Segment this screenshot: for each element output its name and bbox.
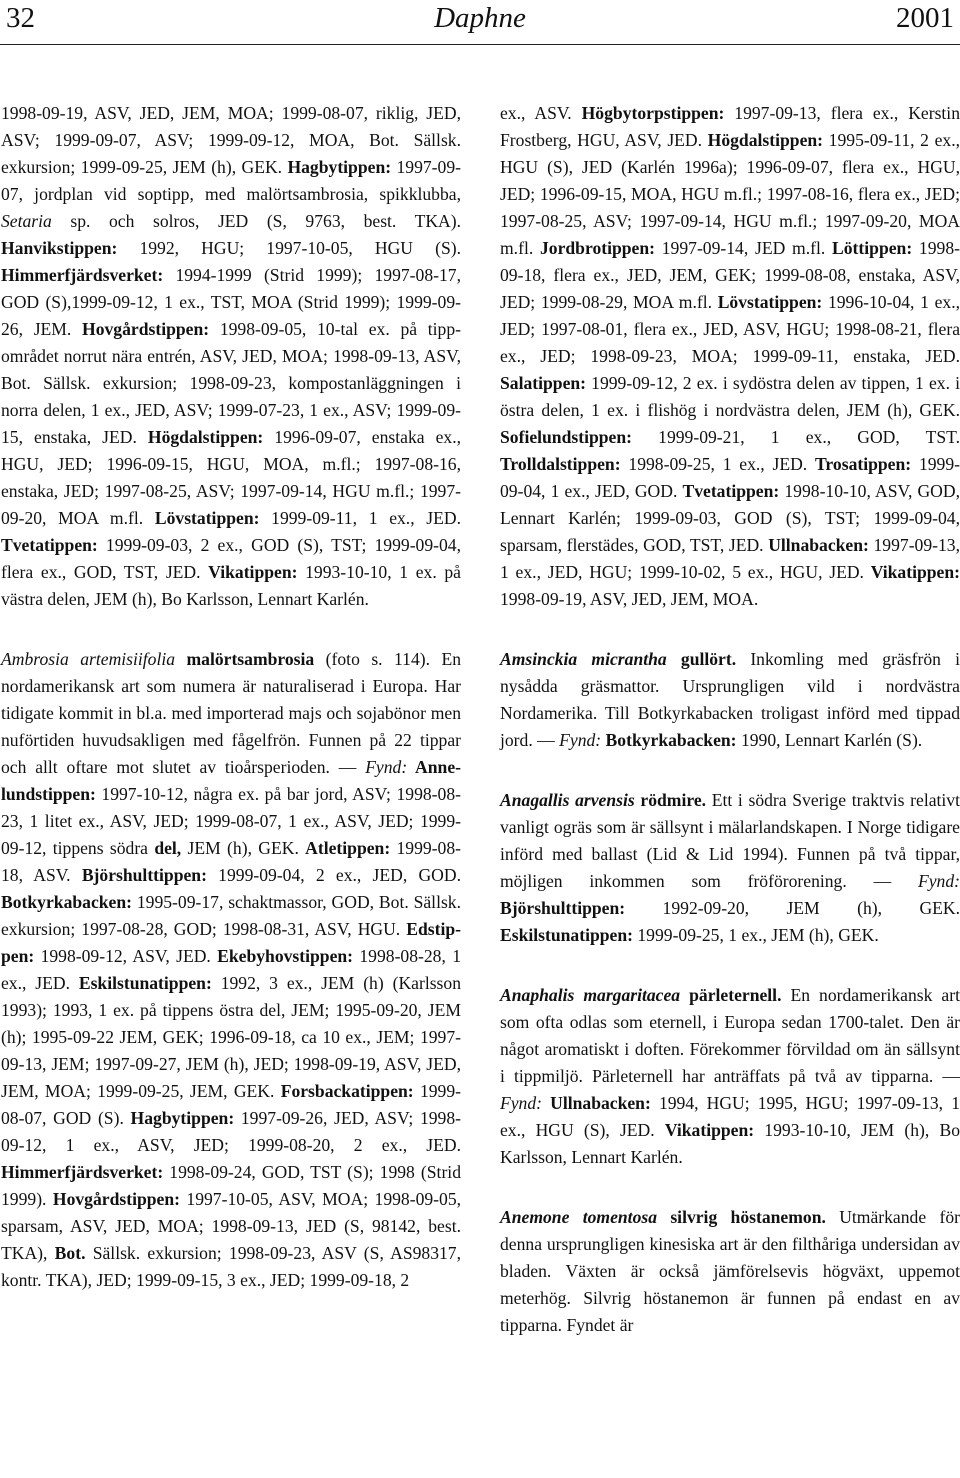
text-run: 1997-09-13, flera ex., Kerstin Frostberg, HGU, ASV, JED. (500, 103, 960, 150)
text-run: sp. och solros, JED (S, 9763, best. TKA). (51, 211, 461, 231)
text-run: 1999-09-03, 2 ex., GOD (S), TST; 1999-09-04, flera ex., GOD, TST, JED. (1, 535, 461, 582)
emphasis-run: rödmire. (634, 790, 707, 810)
page-header (0, 0, 960, 45)
text-run: 1995-09-11, 2 ex., HGU (S), JED (Karlén 1996a); 1996-09-07, flera ex., HGU, JED; 1996-09-15, MOA, HGU m.fl.; 1997-08-16, flera ex., JED; 1997-08-25, ASV; 1997-09-14, HGU m.fl.; 1997-09-20, MOA m.fl. (500, 130, 960, 258)
emphasis-run: Jordbrotippen: (539, 238, 656, 258)
paragraph-anagallis-arvensis (500, 787, 960, 949)
emphasis-run: Löttippen: (832, 238, 913, 258)
text-run: 1997-09-13, 1 ex., JED, HGU; 1999-10-02, 5 ex., HGU, JED. (500, 535, 960, 582)
emphasis-run: Hovgårdstippen: (52, 1189, 180, 1209)
text-run: Inkomling med gräsfrön i nysådda gräsmattor. Ursprungligen vild i nordvästra Nordamerika. Till Botkyrkabacken troligast införd med tippad jord. — (500, 649, 960, 750)
emphasis-run: Edstippen: (1, 919, 461, 966)
journal-title: Daphne (434, 2, 526, 34)
text-run: 1999-08-07, GOD (S). (1, 1081, 461, 1128)
emphasis-run: malörtsambrosia (175, 649, 315, 669)
emphasis-run: silvrig höstanemon. (657, 1207, 826, 1227)
emphasis-run: Vikatippen: (870, 562, 960, 582)
publication-year: 2001 (896, 2, 954, 34)
text-run: 1997-09-14, JED m.fl. (655, 238, 833, 258)
paragraph-ambrosia-artemisiifolia (1, 646, 461, 1294)
emphasis-run: Amsinckia micrantha (500, 649, 667, 669)
text-run: 1998-09-05, 10-tal ex. på tippområdet norrut nära entrén, ASV, JED, MOA; 1998-09-13, ASV, Bot. Sällsk. exkursion; 1998-09-23, kompostanläggningen i norra delen, 1 ex., JED, ASV; 1999-07-23, 1 ex., ASV; 1999-09-15, enstaka, JED. (1, 319, 461, 447)
emphasis-run: Himmerfjärdsverket: (1, 1162, 164, 1182)
text-run: JEM (h), GEK. (181, 838, 306, 858)
emphasis-run: Hagbytippen: (287, 157, 392, 177)
emphasis-run: Lövstatippen: (717, 292, 823, 312)
emphasis-run: Himmerfjärdsverket: (1, 265, 164, 285)
emphasis-run: Vikatippen: (208, 562, 298, 582)
text-run: 1990, Lennart Karlén (S). (736, 730, 923, 750)
emphasis-run: gullört. (666, 649, 737, 669)
text-run: 1998-09-25, 1 ex., JED. (620, 454, 815, 474)
emphasis-run: Anemone tomentosa (500, 1207, 658, 1227)
emphasis-run: Eskilstunatippen: (78, 973, 212, 993)
text-run: 1998-09-19, ASV, JED, JEM, MOA. (500, 589, 759, 609)
emphasis-run: Fynd: (500, 1093, 543, 1113)
paragraph-amsinckia-micrantha (500, 646, 960, 754)
emphasis-run: Fynd: (365, 757, 408, 777)
paragraph-anemone-tomentosa (500, 1204, 960, 1339)
text-run: 1999-09-04, 1 ex., JED, GOD. (500, 454, 960, 501)
emphasis-run: Bot. (54, 1243, 86, 1263)
emphasis-run: Björshulttippen: (500, 898, 626, 918)
paragraph-anaphalis-margaritacea (500, 982, 960, 1171)
text-run: 1999-09-11, 1 ex., JED. (259, 508, 461, 528)
emphasis-run: Hanvikstippen: (1, 238, 118, 258)
text-run: 1999-09-04, 2 ex., JED, GOD. (206, 865, 461, 885)
text-run: (foto s. 114). En nordamerikansk art som numera är naturaliserad i Europa. Har tidigate kommit in bl.a. med importerad majs och sojabönor men nuförtiden huvudsakligen med fågelfrön. Funnen på 22 tippar och allt oftare mot slutet av tioårsperioden. — (1, 649, 462, 777)
emphasis-run: Hovgårdstippen: (82, 319, 210, 339)
text-run: ex., ASV. (500, 103, 582, 123)
text-run: 1995-09-17, schaktmassor, GOD, Bot. Sällsk. exkursion; 1997-08-28, GOD; 1998-08-31, ASV, HGU. (1, 892, 461, 939)
emphasis-run: Tvetatippen: (682, 481, 780, 501)
emphasis-run: Botkyrkabacken: (601, 730, 737, 750)
paragraph-locality-records-cont (500, 100, 960, 613)
emphasis-run: Fynd: (559, 730, 602, 750)
text-run: Ett i södra Sverige traktvis relativt vanligt ogräs som är sällsynt i mälarlandskapen. I Norge tidigare införd med ballast (Lid & Lid 1994). Funnen på två tippar, möjligen inkommen som fröförorening. — (500, 790, 960, 891)
text-run: 1999-09-25, 1 ex., JEM (h), GEK. (632, 925, 879, 945)
emphasis-run: Högbytorpstippen: (581, 103, 725, 123)
text-run: 1997-10-12, några ex. på bar jord, ASV; 1998-08-23, 1 litet ex., ASV, JED; 1999-08-07, 1 ex., ASV, JED; 1999-09-12, tippens södra (1, 784, 461, 858)
emphasis-run: Vikatippen: (664, 1120, 755, 1140)
emphasis-run: Ambrosia artemisiifolia (1, 649, 176, 669)
page-number: 32 (6, 2, 35, 34)
emphasis-run: Högdalstippen: (147, 427, 264, 447)
text-run: 1992-09-20, JEM (h), GEK. (625, 898, 960, 918)
text-run: 1994, HGU; 1995, HGU; 1997-09-13, 1 ex., HGU (S), JED. (500, 1093, 960, 1140)
text-run: 1993-10-10, JEM (h), Bo Karlsson, Lennart Karlén. (500, 1120, 960, 1167)
emphasis-run: Ullnabacken: (768, 535, 869, 555)
emphasis-run: Lövstatippen: (154, 508, 260, 528)
text-run: 1999-09-12, 2 ex. i sydöstra delen av tippen, 1 ex. i östra delen, 1 ex. i flishög i nordvästra delen, JEM (h), GEK. (500, 373, 960, 420)
text-run: 1997-09-07, jordplan vid soptipp, med malörtsambrosia, spikklubba, (1, 157, 461, 204)
emphasis-run: Ekebyhovstippen: (217, 946, 354, 966)
emphasis-run: Atletippen: (305, 838, 391, 858)
emphasis-run: Ullnabacken: (542, 1093, 651, 1113)
emphasis-run: del, (154, 838, 182, 858)
emphasis-run: Trolldalstippen: (500, 454, 621, 474)
text-run: 1998-09-24, GOD, TST (S); 1998 (Strid 1999). (1, 1162, 461, 1209)
emphasis-run: pärleternell. (680, 985, 782, 1005)
text-run: 1998-10-10, ASV, GOD, Lennart Karlén; 1999-09-03, GOD (S), TST; 1999-09-04, sparsam, flerstädes, GOD, TST, JED. (500, 481, 960, 555)
text-run: 1997-10-05, ASV, MOA; 1998-09-05, sparsam, ASV, JED, MOA; 1998-09-13, JED (S, 98142, best. TKA), (1, 1189, 462, 1263)
left-column (1, 100, 461, 1327)
right-column (500, 100, 960, 1372)
emphasis-run: Tvetatippen: (1, 535, 98, 555)
emphasis-run: Eskilstunatippen: (500, 925, 633, 945)
text-run: 1993-10-10, 1 ex. på västra delen, JEM (h), Bo Karlsson, Lennart Karlén. (1, 562, 461, 609)
text-run: 1998-09-19, ASV, JED, JEM, MOA; 1999-08-07, riklig, JED, ASV; 1999-09-07, ASV; 1999-09-12, MOA, Bot. Sällsk. exkursion; 1999-09-25, JEM (h), GEK. (1, 103, 461, 177)
emphasis-run: Anaphalis margaritacea (500, 985, 681, 1005)
paragraph-locality-records (1, 100, 461, 613)
emphasis-run: Annelundstippen: (1, 757, 461, 804)
text-run: 1996-10-04, 1 ex., JED; 1997-08-01, flera ex., JED, ASV, HGU; 1998-08-21, flera ex., JED; 1998-09-23, MOA; 1999-09-11, enstaka, JED. (500, 292, 960, 366)
text-run: 1998-09-18, flera ex., JED, JEM, GEK; 1999-08-08, enstaka, ASV, JED; 1999-08-29, MOA m.fl. (500, 238, 960, 312)
emphasis-run: Botkyrkabacken: (1, 892, 132, 912)
text-run: 1996-09-07, enstaka ex., HGU, JED; 1996-09-15, HGU, MOA, m.fl.; 1997-08-16, enstaka, JED; 1997-08-25, ASV; 1997-09-14, HGU m.fl.; 1997-09-20, MOA m.fl. (1, 427, 461, 528)
emphasis-run: Anagallis arvensis (500, 790, 635, 810)
text-run: 1999-08-18, ASV. (1, 838, 461, 885)
text-run: 1997-09-26, JED, ASV; 1998-09-12, 1 ex., ASV, JED; 1999-08-20, 2 ex., JED. (1, 1108, 461, 1155)
text-run: 1992, 3 ex., JEM (h) (Karlsson 1993); 1993, 1 ex. på tippens östra del, JEM; 1995-09-20, JEM (h); 1995-09-22 JEM, GEK; 1996-09-18, ca 10 ex., JEM; 1997-09-13, JEM; 1997-09-27, JEM (h), JED; 1998-09-19, ASV, JED, JEM, MOA; 1999-09-25, JEM, GEK. (1, 973, 461, 1101)
text-run: Sällsk. exkursion; 1998-09-23, ASV (S, AS98317, kontr. TKA), JED; 1999-09-15, 3 ex., JED; 1999-09-18, 2 (1, 1243, 461, 1290)
emphasis-run: Salatippen: (500, 373, 587, 393)
emphasis-run: Forsbackatippen: (280, 1081, 414, 1101)
emphasis-run: Fynd: (917, 871, 960, 891)
text-run: 1994-1999 (Strid 1999); 1997-08-17, GOD (S),1999-09-12, 1 ex., TST, MOA (Strid 1999); 1999-09-26, JEM. (1, 265, 461, 339)
emphasis-run: Trosatippen: (815, 454, 912, 474)
text-run: Utmärkande för denna ursprungligen kinesiska art är den filthåriga undersidan av bladen. Växten är också jämförelsevis högväxt, uppemot meterhög. Silvrig höstanemon är funnen på endast en av tipparna. Fyndet är (500, 1207, 960, 1335)
emphasis-run: Högdalstippen: (707, 130, 824, 150)
text-run: 1999-09-21, 1 ex., GOD, TST. (632, 427, 960, 447)
emphasis-run: Sofielundstippen: (500, 427, 632, 447)
text-run: 1998-08-28, 1 ex., JED. (1, 946, 462, 993)
text-run: 1998-09-12, ASV, JED. (34, 946, 218, 966)
emphasis-run: Setaria (1, 211, 52, 231)
text-run: En nordamerikansk art som ofta odlas som eternell, i Europa sedan 1700-talet. Den är något aromatiskt i doften. Förekommer förvildad om än sällsynt i tippmiljö. Pärleternell har anträffats på två av tipparna. — (500, 985, 960, 1086)
emphasis-run: Hagbytippen: (130, 1108, 235, 1128)
text-run: 1992, HGU; 1997-10-05, HGU (S). (117, 238, 461, 258)
emphasis-run: Björshulttippen: (81, 865, 207, 885)
